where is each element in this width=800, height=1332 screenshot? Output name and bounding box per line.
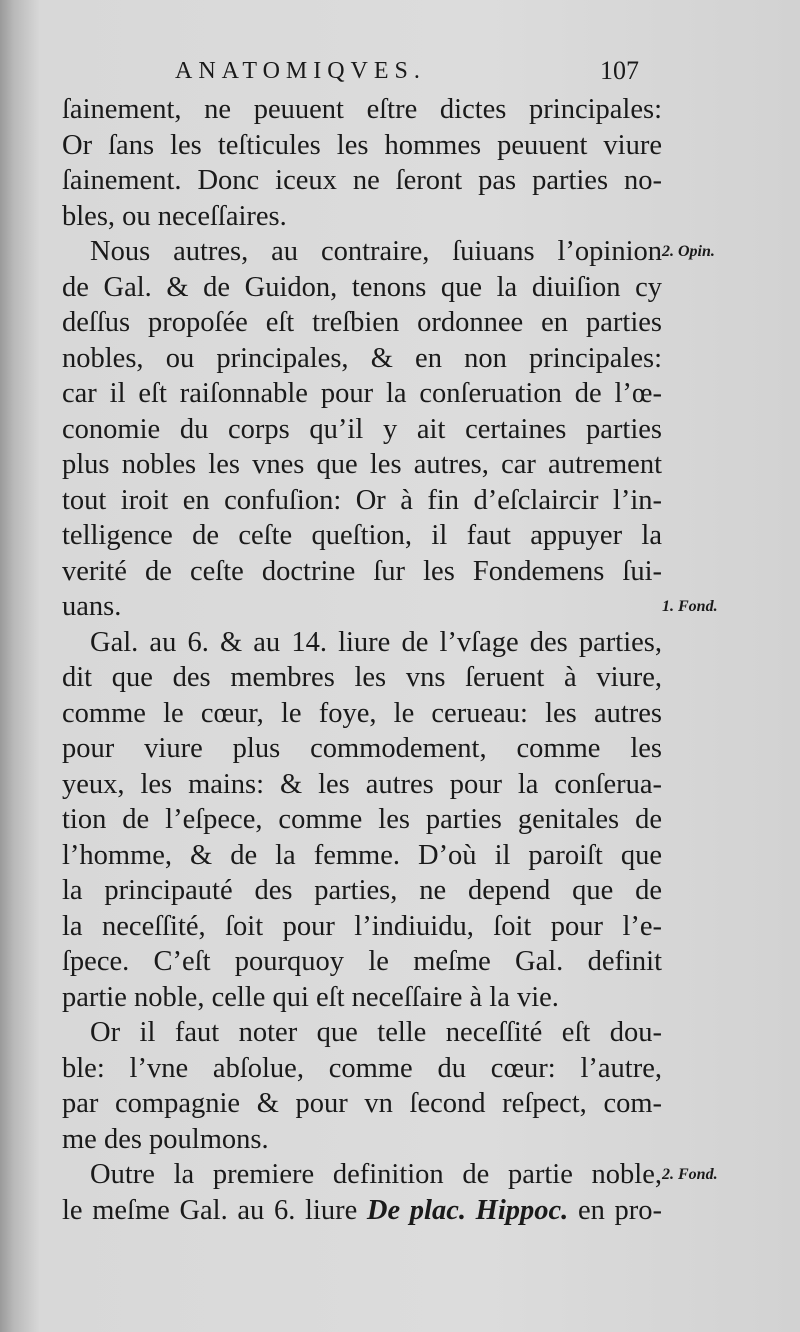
text-line: uans. [62,591,122,622]
body-text [62,92,662,1228]
text-line: Or ſans les teſticules les hommes peuuent viure [62,129,662,161]
margin-note: 2. Opin. [662,243,715,260]
text-line: Gal. au 6. & au 14. liure de l’vſage des parties, [90,626,662,658]
text-line: la neceſſité, ſoit pour l’indiuidu, ſoit pour l’e- [62,910,662,942]
margin-note: 2. Fond. [662,1166,718,1183]
text-line: nobles, ou principales, & en non principales: [62,342,662,374]
text-line: conomie du corps qu’il y ait certaines parties [62,413,662,445]
text-line: ſainement. Donc iceux ne ſeront pas parties no- [62,165,662,196]
text-line: verité de ceſte doctrine ſur les Fondemens ſui- [62,555,662,587]
text-line: Outre la premiere definition de partie noble, [90,1159,662,1190]
text-segment: en pro- [577,1194,662,1226]
italic-citation: De plac. Hippoc. [366,1194,569,1226]
text-line: Nous autres, au contraire, ſuiuans l’opinion [90,236,662,267]
text-line: partie noble, celle qui eſt neceſſaire à la vie. [62,981,559,1013]
text-line: comme le cœur, le foye, le cerueau: les autres [62,697,662,729]
text-line: Or il faut noter que telle neceſſité eſt dou- [90,1017,662,1048]
text-line: la principauté des parties, ne depend que de [62,875,662,906]
text-segment: le meſme Gal. au 6. liure [62,1194,367,1226]
text-line: telligence de ceſte queſtion, il faut appuyer la [62,520,662,551]
margin-note: 1. Fond. [662,598,718,615]
text-line: bles, ou neceſſaires. [62,200,287,232]
text-line: l’homme, & de la femme. D’où il paroiſt que [62,839,662,871]
page-number: 107 [600,56,639,85]
text-line: plus nobles les vnes que les autres, car autrement [62,449,662,480]
text-line: car il eſt raiſonnable pour la conſeruation de l’œ- [62,378,662,409]
text-line: tion de l’eſpece, comme les parties genitales de [62,804,662,835]
running-title: ANATOMIQVES. [175,58,426,84]
text-line: yeux, les mains: & les autres pour la conſerua- [62,768,662,800]
text-line: ſpece. C’eſt pourquoy le meſme Gal. definit [62,946,662,977]
text-line: ſainement, ne peuuent eſtre dictes principales: [62,94,662,125]
text-line: tout iroit en confuſion: Or à fin d’eſclaircir l’in- [62,484,662,516]
text-line: me des poulmons. [62,1123,269,1155]
text-line: ble: l’vne abſolue, comme du cœur: l’autre, [62,1052,662,1084]
text-line: de Gal. & de Guidon, tenons que la diuiſion cy [62,271,662,303]
text-line: par compagnie & pour vn ſecond reſpect, com- [62,1088,662,1119]
text-line: deſſus propoſée eſt treſbien ordonnee en parties [62,307,662,338]
text-line [62,1193,662,1229]
text-line: pour viure plus commodement, comme les [62,733,662,764]
text-line: dit que des membres les vns ſeruent à viure, [62,662,662,693]
